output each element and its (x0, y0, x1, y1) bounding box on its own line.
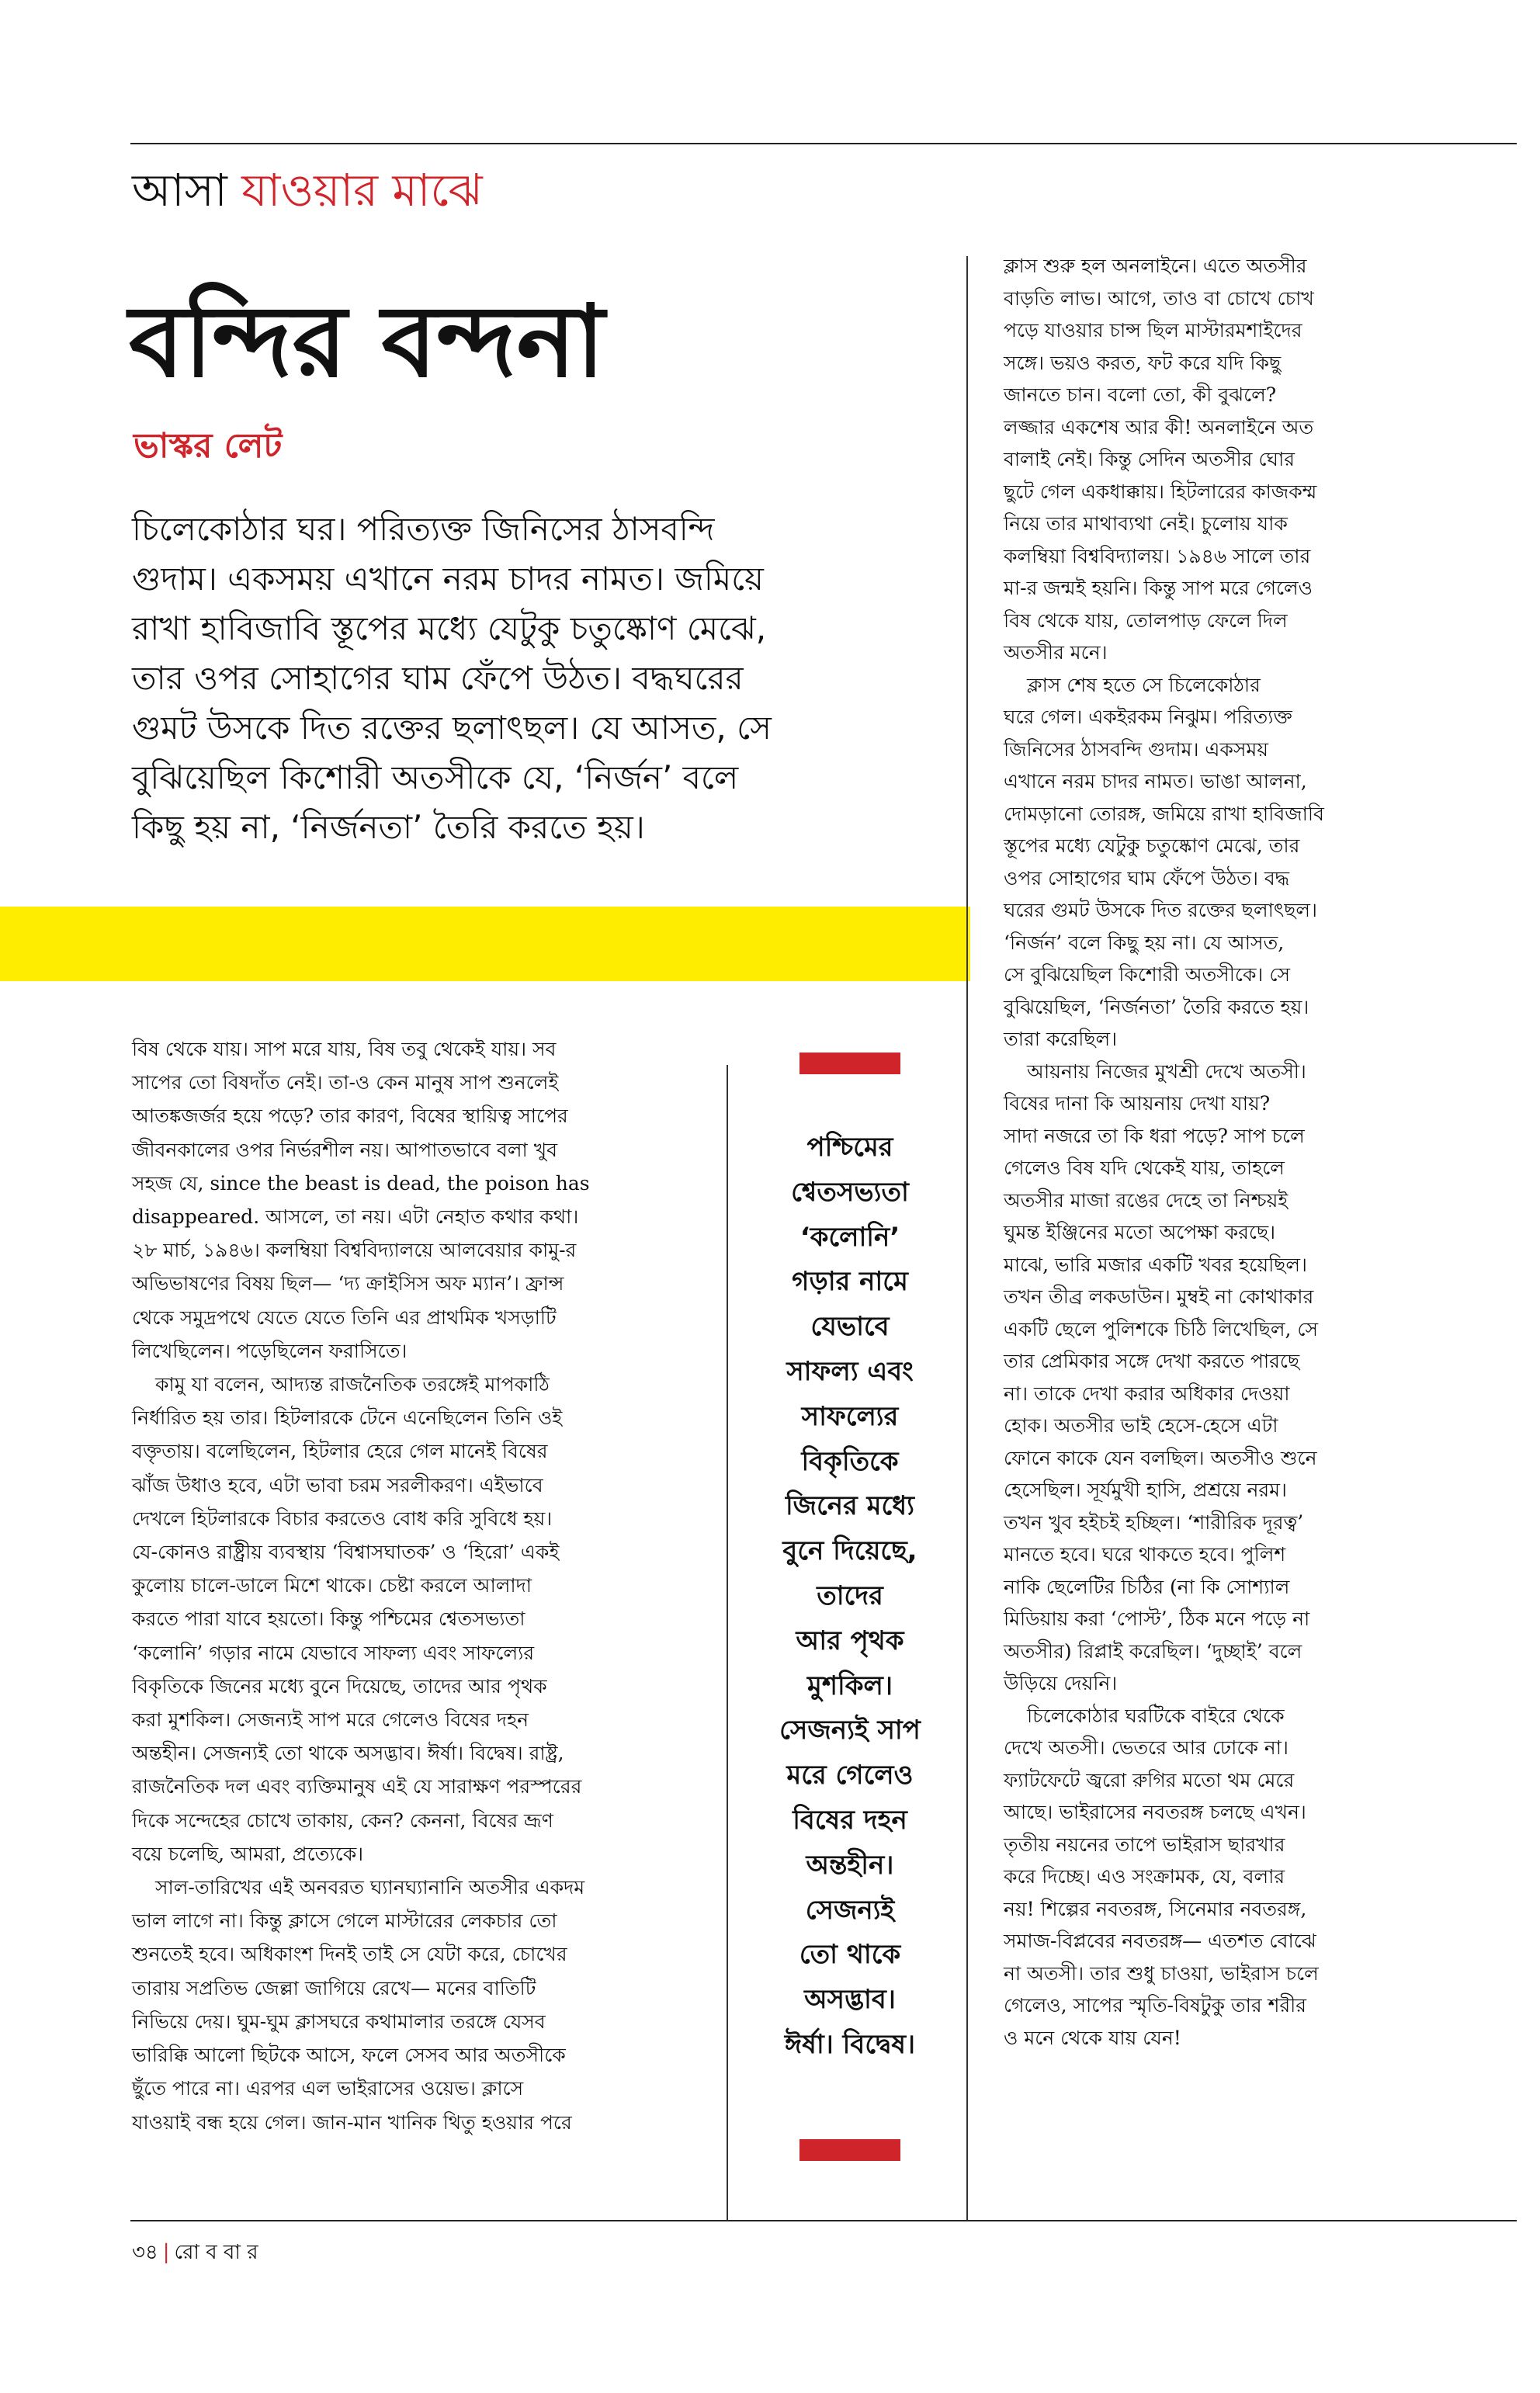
pull-quote-line: সাফল্যের (801, 1400, 899, 1432)
body-line: বয়ে চলেছি, আমরা, প্রত্যেকে। (132, 1842, 364, 1865)
section-label (132, 159, 483, 221)
pull-quote-line: যেভাবে (810, 1311, 890, 1343)
body-line: গেলেও বিষ যদি থেকেই যায়, তাহলে (1004, 1157, 1285, 1179)
body-line: ছুঁতে পারে না। এরপর এল ভাইরাসের ওয়েভ। ক্লাসে (132, 2077, 524, 2100)
body-line: দেখলে হিটলারকে বিচার করতেও বোধ করি সুবিধে হয়। (132, 1507, 553, 1530)
folio-separator: | (162, 2241, 170, 2264)
pull-quote-line: আর পৃথক (796, 1625, 904, 1656)
pull-quote-line: বিষের দহন (793, 1804, 907, 1836)
body-line: তখন তীব্র লকডাউন। মুম্বই না কোথাকার (1004, 1285, 1314, 1308)
body-line: ঝাঁজ উধাও হবে, এটা ভাবা চরম সরলীকরণ। এইভাবে (132, 1473, 543, 1496)
body-line: একটি ছেলে পুলিশকে চিঠি লিখেছিল, সে (1004, 1317, 1318, 1340)
body-line: স্তূপের মধ্যে যেটুকু চতুষ্কোণ মেঝে, তার (1004, 834, 1300, 857)
body-line: ‘কলোনি’ গড়ার নামে যেভাবে সাফল্য এবং সাফল্যের (132, 1641, 535, 1664)
top-rule (130, 143, 1517, 144)
body-line: নিভিয়ে দেয়। ঘুম-ঘুম ক্লাসঘরে কথামালার তরঙ্গে যেসব (132, 2010, 546, 2033)
body-line: মা-র জন্মই হয়নি। কিন্তু সাপ মরে গেলেও (1004, 577, 1313, 599)
body-line: জীবনকালের ওপর নির্ভরশীল নয়। আপাতভাবে বলা খুব (132, 1138, 558, 1161)
body-line: ও মনে থেকে যায় যেন! (1004, 2026, 1181, 2049)
body-line: উড়িয়ে দেয়নি। (1004, 1672, 1118, 1694)
pull-quote-line: সাফল্য এবং (786, 1355, 914, 1387)
body-line: মাঝে, ভারি মজার একটি খবর হয়েছিল। (1004, 1253, 1307, 1276)
body-line: ওপর সোহাগের ঘাম ফেঁপে উঠত। বদ্ধ (1004, 866, 1290, 890)
intro-line: রাখা হাবিজাবি স্তূপের মধ্যে যেটুকু চতুষ্কোণ মেঝে, (132, 609, 767, 647)
headline: বন্দির বন্দনা (129, 283, 605, 400)
body-line: বালাই নেই। কিন্তু সেদিন অতসীর ঘোর (1004, 448, 1295, 470)
pull-quote-line: অসদ্ভাব। (804, 1984, 896, 2016)
magazine-name: রো ব বা র (174, 2241, 258, 2264)
body-line: নিয়ে তার মাথাব্যথা নেই। চুলোয় যাক (1004, 512, 1288, 535)
body-line: দোমড়ানো তোরঙ্গ, জমিয়ে রাখা হাবিজাবি (1004, 802, 1324, 825)
section-label-part1: আসা (132, 164, 242, 217)
intro-paragraph (132, 505, 947, 852)
body-line: সহজ যে, since the beast is dead, the poison has (132, 1171, 590, 1195)
intro-line: তার ওপর সোহাগের ঘাম ফেঁপে উঠত। বদ্ধঘরের (132, 659, 744, 697)
body-column-right (1004, 250, 1500, 2054)
body-line: থেকে সমুদ্রপথে যেতে যেতে তিনি এর প্রাথমিক খসড়াটি (132, 1306, 557, 1329)
body-line: যে-কোনও রাষ্ট্রীয় ব্যবস্থায় ‘বিশ্বাসঘাতক’ ও ‘হিরো’ একই (132, 1541, 560, 1564)
body-line: বিষ থেকে যায়। সাপ মরে যায়, বিষ তবু থেকেই যায়। সব (132, 1038, 557, 1060)
body-line: হোক। অতসীর ভাই হেসে-হেসে এটা (1004, 1414, 1278, 1437)
body-line: আয়নায় নিজের মুখশ্রী দেখে অতসী। (1027, 1060, 1306, 1083)
body-line: ছুটে গেল একধাক্কায়। হিটলারের কাজকম্ম (1004, 480, 1317, 503)
body-line: দিকে সন্দেহের চোখে তাকায়, কেন? কেননা, বিষের ভ্রূণ (132, 1809, 553, 1832)
body-line: সে বুঝিয়েছিল কিশোরী অতসীকে। সে (1004, 963, 1290, 986)
body-line: বিষ থেকে যায়, তোলপাড় ফেলে দিল (1004, 609, 1288, 632)
body-line: নির্ধারিত হয় তার। হিটলারকে টেনে এনেছিলেন তিনি ওই (132, 1406, 563, 1430)
page-number: ৩৪ (132, 2241, 158, 2264)
body-line: মানতে হবে। ঘরে থাকতে হবে। পুলিশ (1004, 1543, 1286, 1566)
body-line: ভারিক্কি আলো ছিটকে আসে, ফলে সেসব আর অতসীকে (132, 2044, 566, 2067)
body-line: গেলেও, সাপের স্মৃতি-বিষটুকু তার শরীর (1004, 1994, 1307, 2017)
body-line: নাকি ছেলেটির চিঠির (না কি সোশ্যাল (1004, 1575, 1290, 1598)
pull-quote-line: বিকৃতিকে (801, 1445, 899, 1477)
body-line: disappeared. আসলে, তা নয়। এটা নেহাত কথার কথা। (132, 1205, 579, 1229)
pull-quote-line: সেজন্যই (805, 1894, 895, 1926)
body-line: ঘরে গেল। একইরকম নিঝুম। পরিত্যক্ত (1004, 706, 1292, 728)
body-line: বক্তৃতায়। বলেছিলেন, হিটলার হেরে গেল মানেই বিষের (132, 1440, 548, 1463)
body-line: জিনিসের ঠাসবন্দি গুদাম। একসময় (1004, 737, 1269, 761)
body-line: করা মুশকিল। সেজন্যই সাপ মরে গেলেও বিষের দহন (132, 1708, 529, 1732)
column-divider-right (966, 256, 968, 2220)
body-line: যাওয়াই বন্ধ হয়ে গেল। জান-মান খানিক থিতু হওয়ার পরে (132, 2110, 572, 2134)
body-line: ভাল লাগে না। কিন্তু ক্লাসে গেলে মাস্টারের লেকচার তো (132, 1909, 557, 1933)
intro-line: কিছু হয় না, ‘নির্জনতা’ তৈরি করতে হয়। (132, 808, 645, 846)
yellow-highlight-band (0, 907, 970, 981)
body-line: ঘরের গুমট উসকে দিত রক্তের ছলাৎছল। (1004, 899, 1317, 921)
body-line: তার প্রেমিকার সঙ্গে দেখা করতে পারছে (1004, 1350, 1300, 1372)
body-line: ফোনে কাকে যেন বলছিল। অতসীও শুনে (1004, 1446, 1317, 1469)
pull-quote-line: জিনের মধ্যে (785, 1490, 915, 1522)
body-line: তারা করেছিল। (1004, 1028, 1118, 1050)
body-line: অতসীর) রিপ্লাই করেছিল। ‘দুচ্ছাই’ বলে (1004, 1639, 1302, 1663)
intro-line: বুঝিয়েছিল কিশোরী অতসীকে যে, ‘নির্জন’ বলে (132, 758, 739, 796)
intro-line: গুদাম। একসময় এখানে নরম চাদর নামত। জমিয়ে (132, 560, 764, 598)
body-line: শুনতেই হবে। অধিকাংশ দিনই তাই সে যেটা করে, চোখের (132, 1943, 567, 1966)
pull-quote-bottom-bar (799, 2139, 900, 2161)
body-line: লিখেছিলেন। পড়েছিলেন ফরাসিতে। (132, 1339, 408, 1362)
column-divider-left (727, 1065, 728, 2220)
pull-quote-line: শ্বেতসভ্যতা (791, 1176, 909, 1208)
bottom-rule (130, 2220, 1517, 2221)
intro-line: গুমট উসকে দিত রক্তের ছলাৎছল। যে আসত, সে (132, 709, 772, 747)
body-line: কলম্বিয়া বিশ্ববিদ্যালয়। ১৯৪৬ সালে তার (1004, 544, 1311, 567)
body-line: অতসীর মনে। (1004, 641, 1108, 664)
pull-quote-line: বুনে দিয়েছে, (782, 1535, 917, 1567)
body-line: ‘নির্জন’ বলে কিছু হয় না। যে আসত, (1004, 931, 1285, 954)
body-line: অন্তহীন। সেজন্যই তো থাকে অসদ্ভাব। ঈর্ষা। বিদ্বেষ। রাষ্ট্র, (132, 1742, 564, 1765)
body-line: ২৮ মার্চ, ১৯৪৬। কলম্বিয়া বিশ্ববিদ্যালয়ে আলবেয়ার কামু-র (132, 1239, 577, 1262)
body-line: ঘুমন্ত ইঞ্জিনের মতো অপেক্ষা করছে। (1004, 1221, 1276, 1243)
body-line: মিডিয়ায় করা ‘পোস্ট’, ঠিক মনে পড়ে না (1004, 1607, 1310, 1630)
section-label-part2: যাওয়ার মাঝে (241, 164, 483, 217)
body-line: সমাজ-বিপ্লবের নবতরঙ্গ— এতশত বোঝে (1004, 1930, 1316, 1952)
pull-quote-line: ঈর্ষা। বিদ্বেষ। (784, 2028, 916, 2060)
body-line: না অতসী। তার শুধু চাওয়া, ভাইরাস চলে (1004, 1961, 1319, 1985)
body-line: চিলেকোঠার ঘরটিকে বাইরে থেকে (1027, 1704, 1285, 1727)
pull-quote-line: তো থাকে (799, 1939, 901, 1971)
pull-quote-top-bar (799, 1053, 900, 1074)
body-line: জানতে চান। বলো তো, কী বুঝলে? (1004, 383, 1277, 406)
body-line: ক্লাস শুরু হল অনলাইনে। এতে অতসীর (1004, 255, 1307, 277)
body-line: বুঝিয়েছিল, ‘নির্জনতা’ তৈরি করতে হয়। (1004, 995, 1309, 1018)
body-line: করে দিচ্ছে। এও সংক্রামক, যে, বলার (1004, 1865, 1285, 1888)
body-line: তৃতীয় নয়নের তাপে ভাইরাস ছারখার (1004, 1833, 1285, 1856)
pull-quote-line: অন্তহীন। (806, 1849, 894, 1881)
body-line: এখানে নরম চাদর নামত। ভাঙা আলনা, (1004, 770, 1307, 792)
body-line: হেসেছিল। সূর্যমুখী হাসি, প্রশ্রয়ে নরম। (1004, 1479, 1287, 1501)
intro-line: চিলেকোঠার ঘর। পরিত্যক্ত জিনিসের ঠাসবন্দি (132, 510, 715, 548)
body-line: লজ্জার একশেষ আর কী! অনলাইনে অত (1004, 415, 1314, 439)
body-line: সাল-তারিখের এই অনবরত ঘ্যানঘ্যানানি অতসীর একদম (155, 1876, 585, 1899)
body-line: আতঙ্কজর্জর হয়ে পড়ে? তার কারণ, বিষের স্থায়িত্ব সাপের (132, 1105, 568, 1128)
pull-quote-line: পশ্চিমের (806, 1132, 893, 1163)
body-line: আছে। ভাইরাসের নবতরঙ্গ চলছে এখন। (1004, 1801, 1306, 1823)
body-column-left (132, 1032, 713, 2139)
pull-quote-line: ‘কলোনি’ (799, 1221, 900, 1253)
body-line: বাড়তি লাভ। আগে, তাও বা চোখে চোখ (1004, 286, 1314, 310)
body-line: ফ্যাটফেটে জ্বরো রুগির মতো থম মেরে (1004, 1768, 1295, 1791)
page-folio (132, 2237, 258, 2268)
author-byline: ভাস্কর লেট (134, 426, 283, 466)
body-line: সাদা নজরে তা কি ধরা পড়ে? সাপ চলে (1004, 1124, 1305, 1147)
body-line: রাজনৈতিক দল এবং ব্যক্তিমানুষ এই যে সারাক্ষণ পরস্পরের (132, 1775, 582, 1798)
body-line: কামু যা বলেন, আদ্যন্ত রাজনৈতিক তরঙ্গেই মাপকাঠি (155, 1373, 550, 1396)
body-line: অতসীর মাজা রঙের দেহে তা নিশ্চয়ই (1004, 1188, 1289, 1212)
pull-quote-line: সেজন্যই সাপ (779, 1715, 921, 1746)
pull-quote (737, 1125, 962, 2068)
body-line: ক্লাস শেষ হতে সে চিলেকোঠার (1027, 673, 1261, 696)
pull-quote-line: মুশকিল। (806, 1670, 893, 1701)
body-line: নয়! শিল্পের নবতরঙ্গ, সিনেমার নবতরঙ্গ, (1004, 1897, 1307, 1920)
pull-quote-line: মরে গেলেও (786, 1760, 914, 1791)
body-line: বিষের দানা কি আয়নায় দেখা যায়? (1004, 1092, 1271, 1115)
body-line: করতে পারা যাবে হয়তো। কিন্তু পশ্চিমের শ্বেতসভ্যতা (132, 1607, 525, 1631)
body-line: দেখে অতসী। ভেতরে আর ঢোকে না। (1004, 1736, 1289, 1759)
body-line: অভিভাষণের বিষয় ছিল— ‘দ্য ক্রাইসিস অফ ম্যান’। ফ্রান্স (132, 1272, 564, 1295)
body-line: বিকৃতিকে জিনের মধ্যে বুনে দিয়েছে, তাদের আর পৃথক (132, 1674, 547, 1698)
body-line: তখন খুব হইচই হচ্ছিল। ‘শারীরিক দূরত্ব’ (1004, 1510, 1304, 1534)
body-line: না। তাকে দেখা করার অধিকার দেওয়া (1004, 1382, 1290, 1405)
body-line: কুলোয় চালে-ডালে মিশে থাকে। চেষ্টা করলে আলাদা (132, 1574, 532, 1597)
pull-quote-line: তাদের (817, 1580, 883, 1611)
body-line: তারায় সপ্রতিভ জেল্লা জাগিয়ে রেখে— মনের বাতিটি (132, 1976, 536, 1999)
pull-quote-line: গড়ার নামে (792, 1266, 908, 1298)
body-line: সাপের তো বিষদাঁত নেই। তা-ও কেন মানুষ সাপ শুনলেই (132, 1071, 559, 1094)
body-line: পড়ে যাওয়ার চান্স ছিল মাস্টারমশাইদের (1004, 319, 1302, 342)
body-line: সঙ্গে। ভয়ও করত, ফট করে যদি কিছু (1004, 351, 1282, 374)
